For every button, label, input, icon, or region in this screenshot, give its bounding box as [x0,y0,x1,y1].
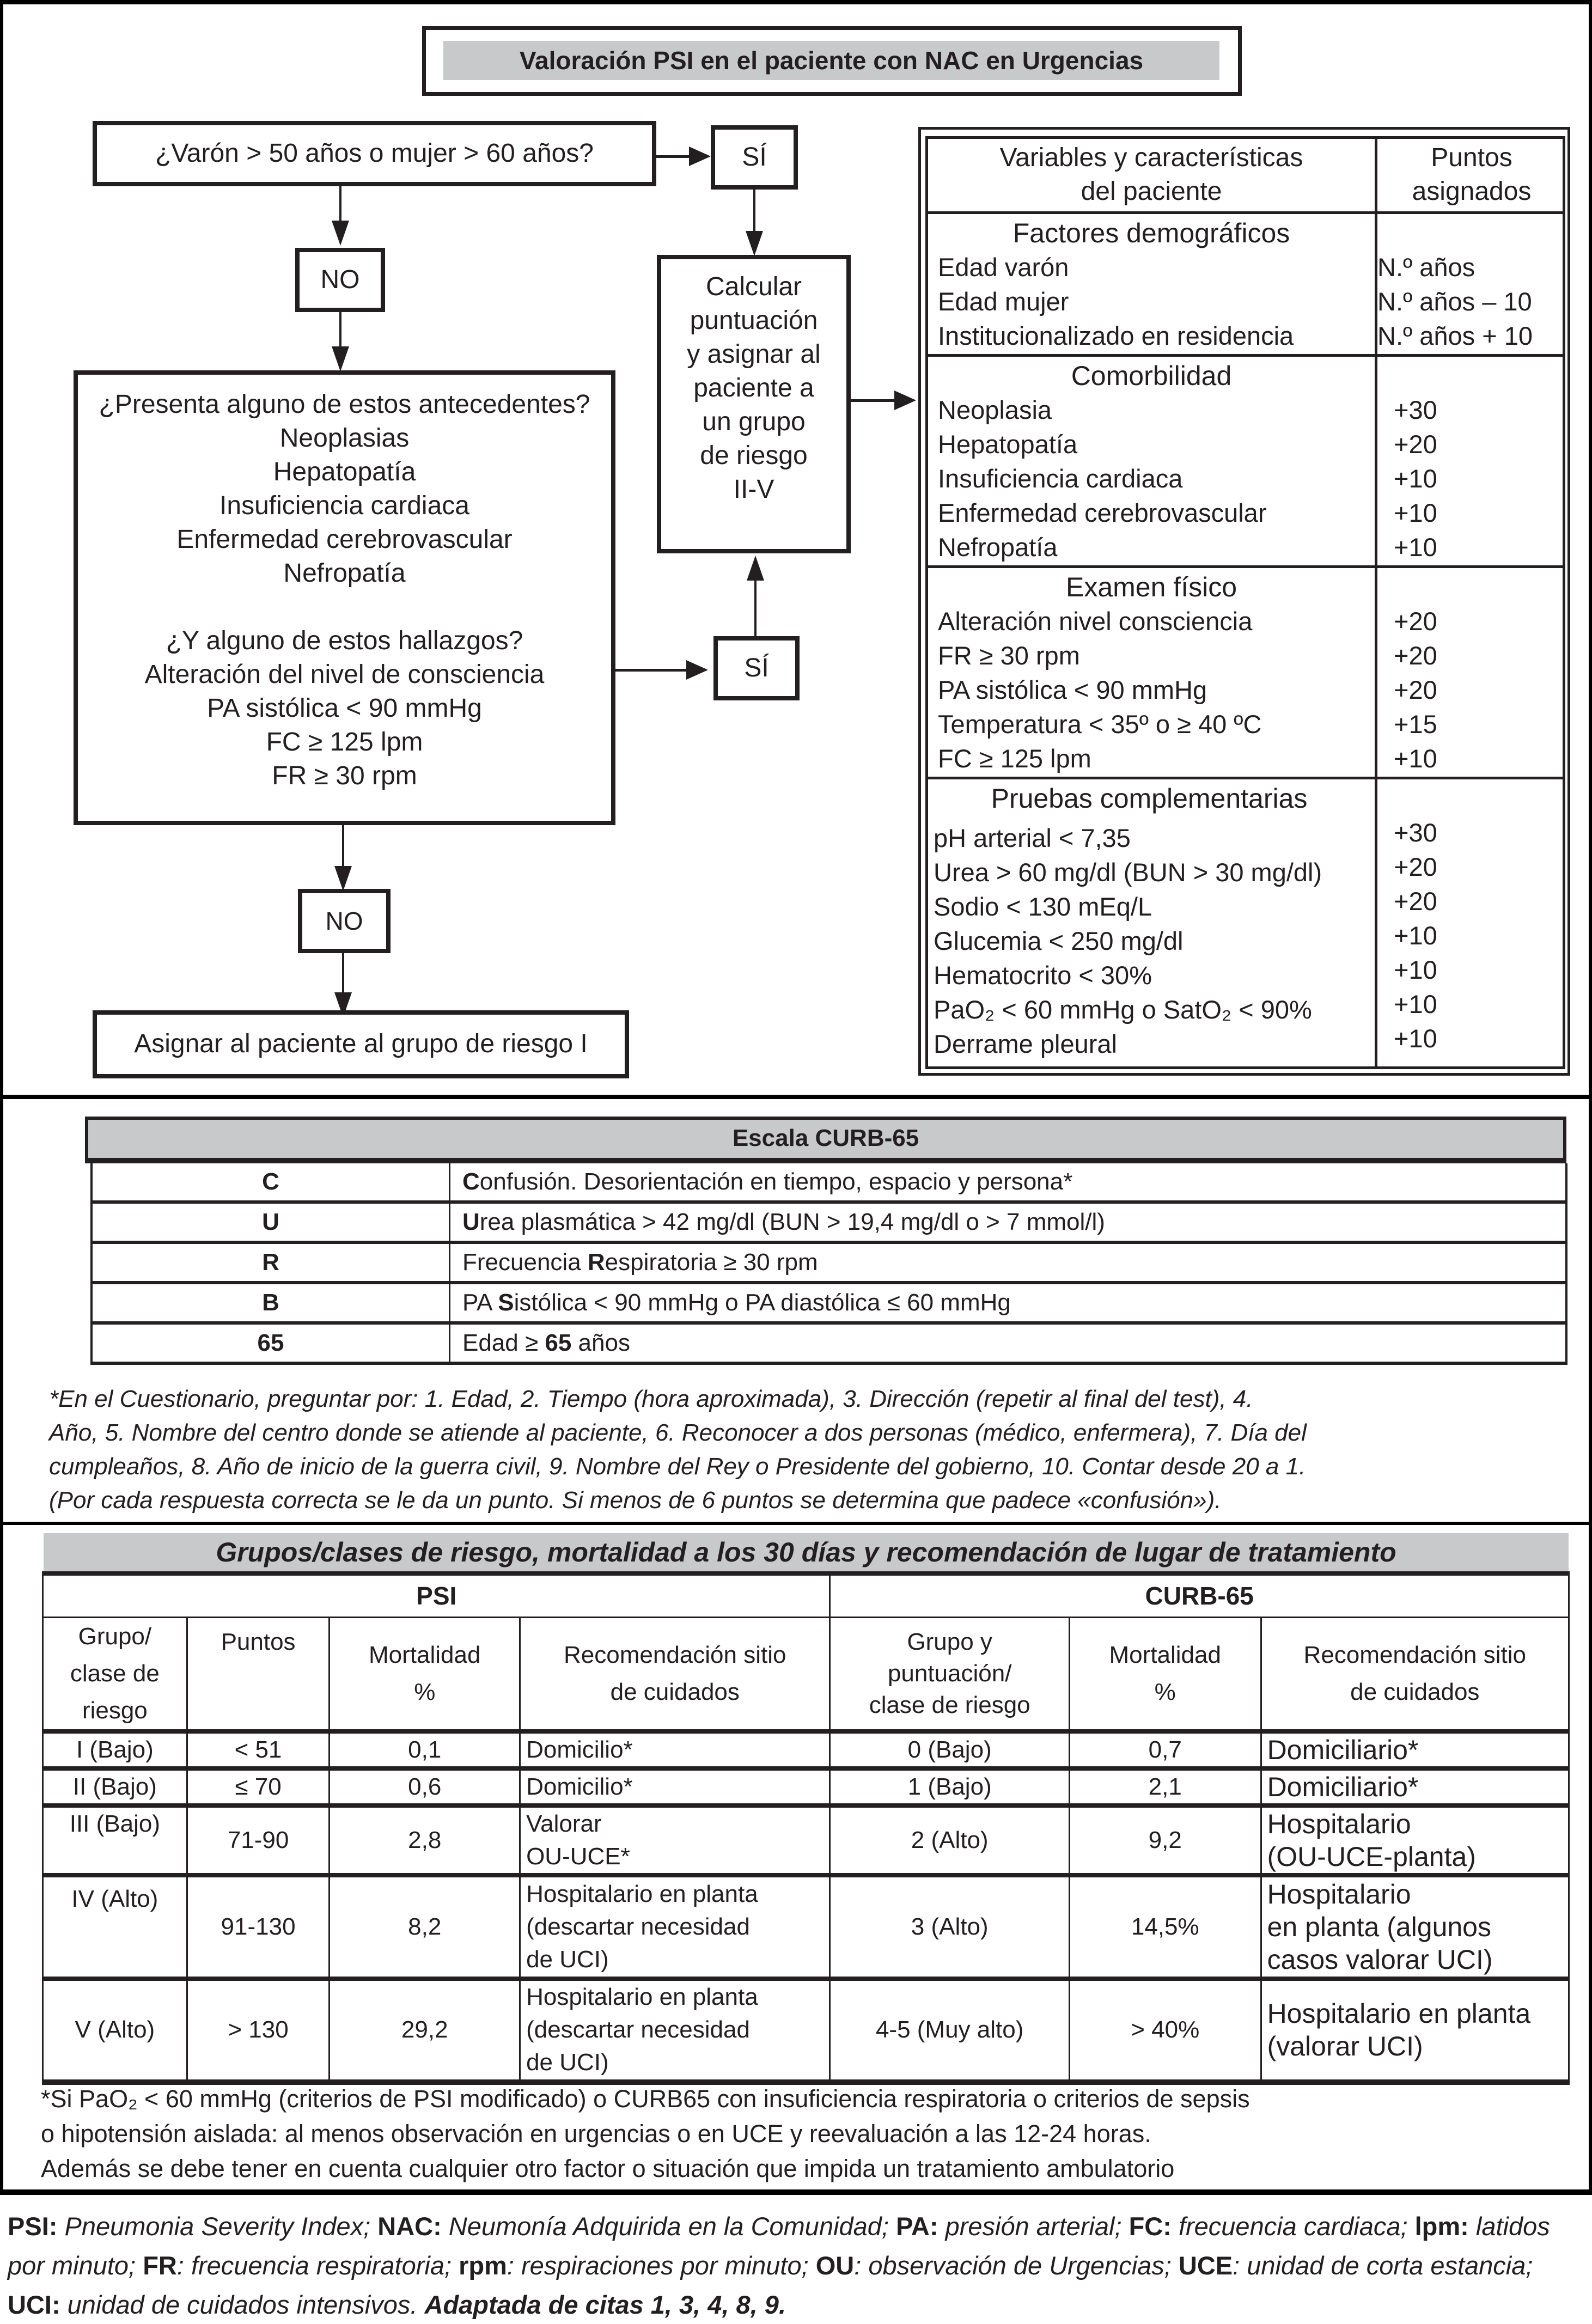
yes-box-1 [711,125,798,190]
variable-points: +10 [1394,921,1437,950]
arrow-right-icon [894,391,916,410]
curb65-description: PA Sistólica < 90 mmHg o PA diastólica ≤ 60 mmHg [462,1289,1011,1316]
antecedentes-question: ¿Presenta alguno de estos antecedentes? [99,390,590,419]
variable-points: +10 [1394,464,1437,493]
variable-label: Edad varón [938,253,1069,282]
header-variables: del paciente [1081,177,1222,206]
section-title: Examen físico [1065,572,1237,602]
header-curb-site: Recomendación sitio de cuidados [1261,1617,1569,1731]
no-label: NO [320,265,360,294]
psi-section-demographics [928,214,1563,357]
risk-groups-table [42,1571,1570,2085]
variable-points: N.º años [1377,253,1475,282]
curb65-row-r [93,1244,1565,1284]
risk-table-note [41,2082,1566,2186]
risk-row-3: III (Bajo) 71-90 2,8 Valorar OU-UCE* 2 (Alto) 9,2 Hospitalario (OU-UCE-planta) [43,1805,1569,1875]
curb65-table [90,1163,1567,1365]
no-box-1 [295,248,385,312]
variable-points: N.º años + 10 [1377,321,1533,350]
calc-line: puntuación [690,306,818,335]
age-question-text: ¿Varón > 50 años o mujer > 60 años? [155,139,594,168]
antecedente-item: Hepatopatía [273,458,416,486]
yes-label: SÍ [742,143,767,172]
psi-table-header [928,139,1563,214]
arrow-line [851,399,894,402]
header-variables: Variables y características [999,143,1303,172]
note-line: Además se debe tener en cuenta cualquier otro factor o situación que impida un tratamiento ambulatorio [41,2155,1175,2182]
curb65-footnote [49,1382,1574,1517]
variable-label: Neoplasia [938,395,1052,424]
header-points: Puntos [1431,143,1512,172]
calc-line: y asignar al [687,340,821,369]
psi-section-comorbidity [928,357,1563,568]
antecedente-item: Enfermedad cerebrovascular [176,525,513,554]
psi-variables-table [925,136,1565,1069]
header-curb-mortality: Mortalidad % [1069,1617,1261,1731]
variable-points: N.º años – 10 [1377,287,1532,316]
arrow-right-icon [689,147,711,166]
variable-points: +20 [1394,430,1437,459]
variable-points: +10 [1394,1024,1437,1053]
curb65-description: Confusión. Desorientación en tiempo, espacio y persona* [462,1168,1073,1195]
antecedente-item: Nefropatía [283,559,406,588]
hallazgo-item: PA sistólica < 90 mmHg [207,694,482,723]
variable-points: +10 [1394,498,1437,527]
curb65-row-65 [93,1325,1565,1365]
header-points: asignados [1412,177,1532,206]
variable-label: Institucionalizado en residencia [938,321,1294,350]
calc-line: un grupo [702,407,806,436]
variable-label: FC ≥ 125 lpm [938,744,1091,773]
header-curb-group: Grupo y puntuación/ clase de riesgo [830,1617,1069,1731]
variable-label: Derrame pleural [934,1029,1117,1058]
variable-label: Hepatopatía [938,430,1078,459]
curb65-letter: 65 [93,1325,450,1362]
arrow-line [342,825,344,869]
risk-row-5: V (Alto) > 130 29,2 Hospitalario en planta (descartar necesidad de UCI) 4-5 (Muy alto) > 40% Hospitalario en planta (valorar UCI) [43,1979,1569,2082]
arrow-up-icon [747,556,764,581]
arrow-down-icon [746,231,763,256]
hallazgo-item: FR ≥ 30 rpm [272,761,417,790]
psi-section-tests [928,779,1563,1069]
curb65-description: Urea plasmática > 42 mg/dl (BUN > 19,4 mg/dl o > 7 mmol/l) [462,1209,1105,1235]
curb65-letter: B [93,1284,450,1321]
variable-label: Sodio < 130 mEq/L [934,892,1152,921]
yes-box-2 [713,636,800,700]
variable-label: Alteración nivel consciencia [938,607,1253,636]
curb65-row-c [93,1163,1565,1204]
arrow-line [754,577,757,636]
arrow-line [339,312,341,350]
variable-points: +10 [1394,955,1437,984]
arrow-down-icon [332,221,349,246]
variable-points: +10 [1394,744,1437,773]
variable-points: +10 [1394,533,1437,562]
variable-label: pH arterial < 7,35 [934,824,1131,852]
hallazgos-question: ¿Y alguno de estos hallazgos? [166,626,523,655]
psi-group-header: PSI [43,1573,830,1617]
risk-row-4: IV (Alto) 91-130 8,2 Hospitalario en planta (descartar necesidad de UCI) 3 (Alto) 14,5% Hospitalario en planta (algunos casos valorar UCI) [43,1875,1569,1979]
header-psi-site: Recomendación sitio de cuidados [520,1617,830,1731]
curb65-letter: U [93,1204,450,1241]
variable-label: Enfermedad cerebrovascular [938,498,1267,527]
variable-points: +30 [1394,395,1437,424]
antecedente-item: Insuficiencia cardiaca [219,491,469,520]
variable-label: Insuficiencia cardiaca [938,464,1183,493]
header-psi-group: Grupo/ clase de riesgo [43,1617,187,1731]
header-psi-mortality: Mortalidad % [330,1617,520,1731]
arrow-right-icon [686,660,708,680]
calc-line: Calcular [705,272,802,301]
header-psi-points: Puntos [187,1617,330,1731]
footnote-line: cumpleaños, 8. Año de inicio de la guerra civil, 9. Nombre del Rey o Presidente del gobierno, 10. Contar desde 20 a 1. [49,1453,1306,1480]
risk-table-title-text: Grupos/clases de riesgo, mortalidad a los 30 días y recomendación de lugar de tratamiento [216,1537,1396,1567]
curb65-description: Frecuencia Respiratoria ≥ 30 rpm [462,1249,818,1276]
assign-group-1-text: Asignar al paciente al grupo de riesgo I [134,1029,588,1058]
variable-label: Hematocrito < 30% [934,961,1152,990]
curb65-letter: R [93,1244,450,1281]
hallazgo-item: FC ≥ 125 lpm [266,728,423,757]
curb65-title [85,1117,1566,1163]
variable-label: PaO₂ < 60 mmHg o SatO₂ < 90% [934,995,1312,1024]
calc-line: II-V [733,475,774,504]
variable-label: Temperatura < 35º o ≥ 40 ºC [938,710,1262,739]
section-title: Pruebas complementarias [991,783,1308,814]
yes-label: SÍ [744,654,769,682]
variable-label: Nefropatía [938,533,1058,562]
arrow-line [656,155,689,158]
risk-table-title [44,1533,1569,1571]
psi-title: Valoración PSI en el paciente con NAC en Urgencias [443,41,1219,80]
arrow-line [342,953,344,997]
psi-title-box [422,26,1242,96]
variable-points: +15 [1394,710,1437,739]
calculate-score-box [657,255,851,553]
variable-points: +20 [1394,675,1437,704]
note-line: o hipotensión aislada: al menos observación en urgencias o en UCE y reevaluación a las 12-24 horas. [41,2120,1151,2148]
curb65-description: Edad ≥ 65 años [462,1329,630,1356]
note-line: *Si PaO₂ < 60 mmHg (criterios de PSI modificado) o CURB65 con insuficiencia respiratoria o criterios de sepsis [41,2085,1250,2113]
abbreviations-legend: PSI: Pneumonia Severity Index; NAC: Neumonía Adquirida en la Comunidad; PA: presión arterial; FC: frecuencia cardiaca; lpm: latidos por minuto; FR: frecuencia respiratoria; rpm: respiraciones por minuto; OU: observación de Urgencias; UCE: unidad de corta estancia; UCI: unidad de cuidados intensivos. Adaptada de citas 1, 3, 4, 8, 9. [8,2212,1550,2319]
antecedentes-box [74,370,615,825]
curb65-letter: C [93,1163,450,1200]
psi-section-physical-exam [928,568,1563,779]
variable-label: Edad mujer [938,287,1069,316]
no-box-2 [298,889,391,953]
variable-points: +20 [1394,641,1437,670]
footnote-line: Año, 5. Nombre del centro donde se atiende al paciente, 6. Reconocer a dos personas (médico, enfermera), 7. Día del [49,1419,1307,1446]
variable-points: +20 [1394,607,1437,636]
curb65-row-b [93,1284,1565,1325]
arrow-down-icon [334,866,352,891]
calc-line: paciente a [693,374,814,402]
age-question-box [93,121,656,186]
curb65-group-header: CURB-65 [830,1573,1569,1617]
arrow-down-icon [332,346,349,371]
arrow-line [339,186,341,224]
variable-points: +30 [1394,818,1437,847]
curb65-row-u [93,1204,1565,1244]
variable-label: Urea > 60 mg/dl (BUN > 30 mg/dl) [934,858,1322,887]
section-title: Factores demográficos [1012,218,1290,248]
variable-points: +20 [1394,887,1437,916]
section-title: Comorbilidad [1071,361,1232,391]
hallazgo-item: Alteración del nivel de consciencia [144,660,545,689]
risk-row-2: II (Bajo) ≤ 70 0,6 Domicilio* 1 (Bajo) 2,1 Domiciliario* [43,1768,1569,1805]
no-label: NO [325,907,363,935]
curb65-title-text: Escala CURB-65 [732,1125,919,1151]
variable-points: +10 [1394,990,1437,1018]
risk-row-1: I (Bajo) < 51 0,1 Domicilio* 0 (Bajo) 0,7 Domiciliario* [43,1731,1569,1768]
variable-label: PA sistólica < 90 mmHg [938,675,1207,704]
footnote-line: *En el Cuestionario, preguntar por: 1. Edad, 2. Tiempo (hora aproximada), 3. Dirección (repetir al final del test), 4. [49,1386,1253,1412]
antecedente-item: Neoplasias [279,424,410,453]
arrow-line [615,669,686,672]
footnote-line: (Por cada respuesta correcta se le da un punto. Si menos de 6 puntos se determina que padece «confusión»). [49,1487,1222,1514]
variable-label: FR ≥ 30 rpm [938,641,1080,670]
calc-line: de riesgo [700,441,808,470]
assign-group-1-box [93,1010,629,1078]
variable-label: Glucemia < 250 mg/dl [934,926,1184,955]
legend-source: Adaptada de citas 1, 3, 4, 8, 9. [424,2290,786,2319]
variable-points: +20 [1394,852,1437,881]
